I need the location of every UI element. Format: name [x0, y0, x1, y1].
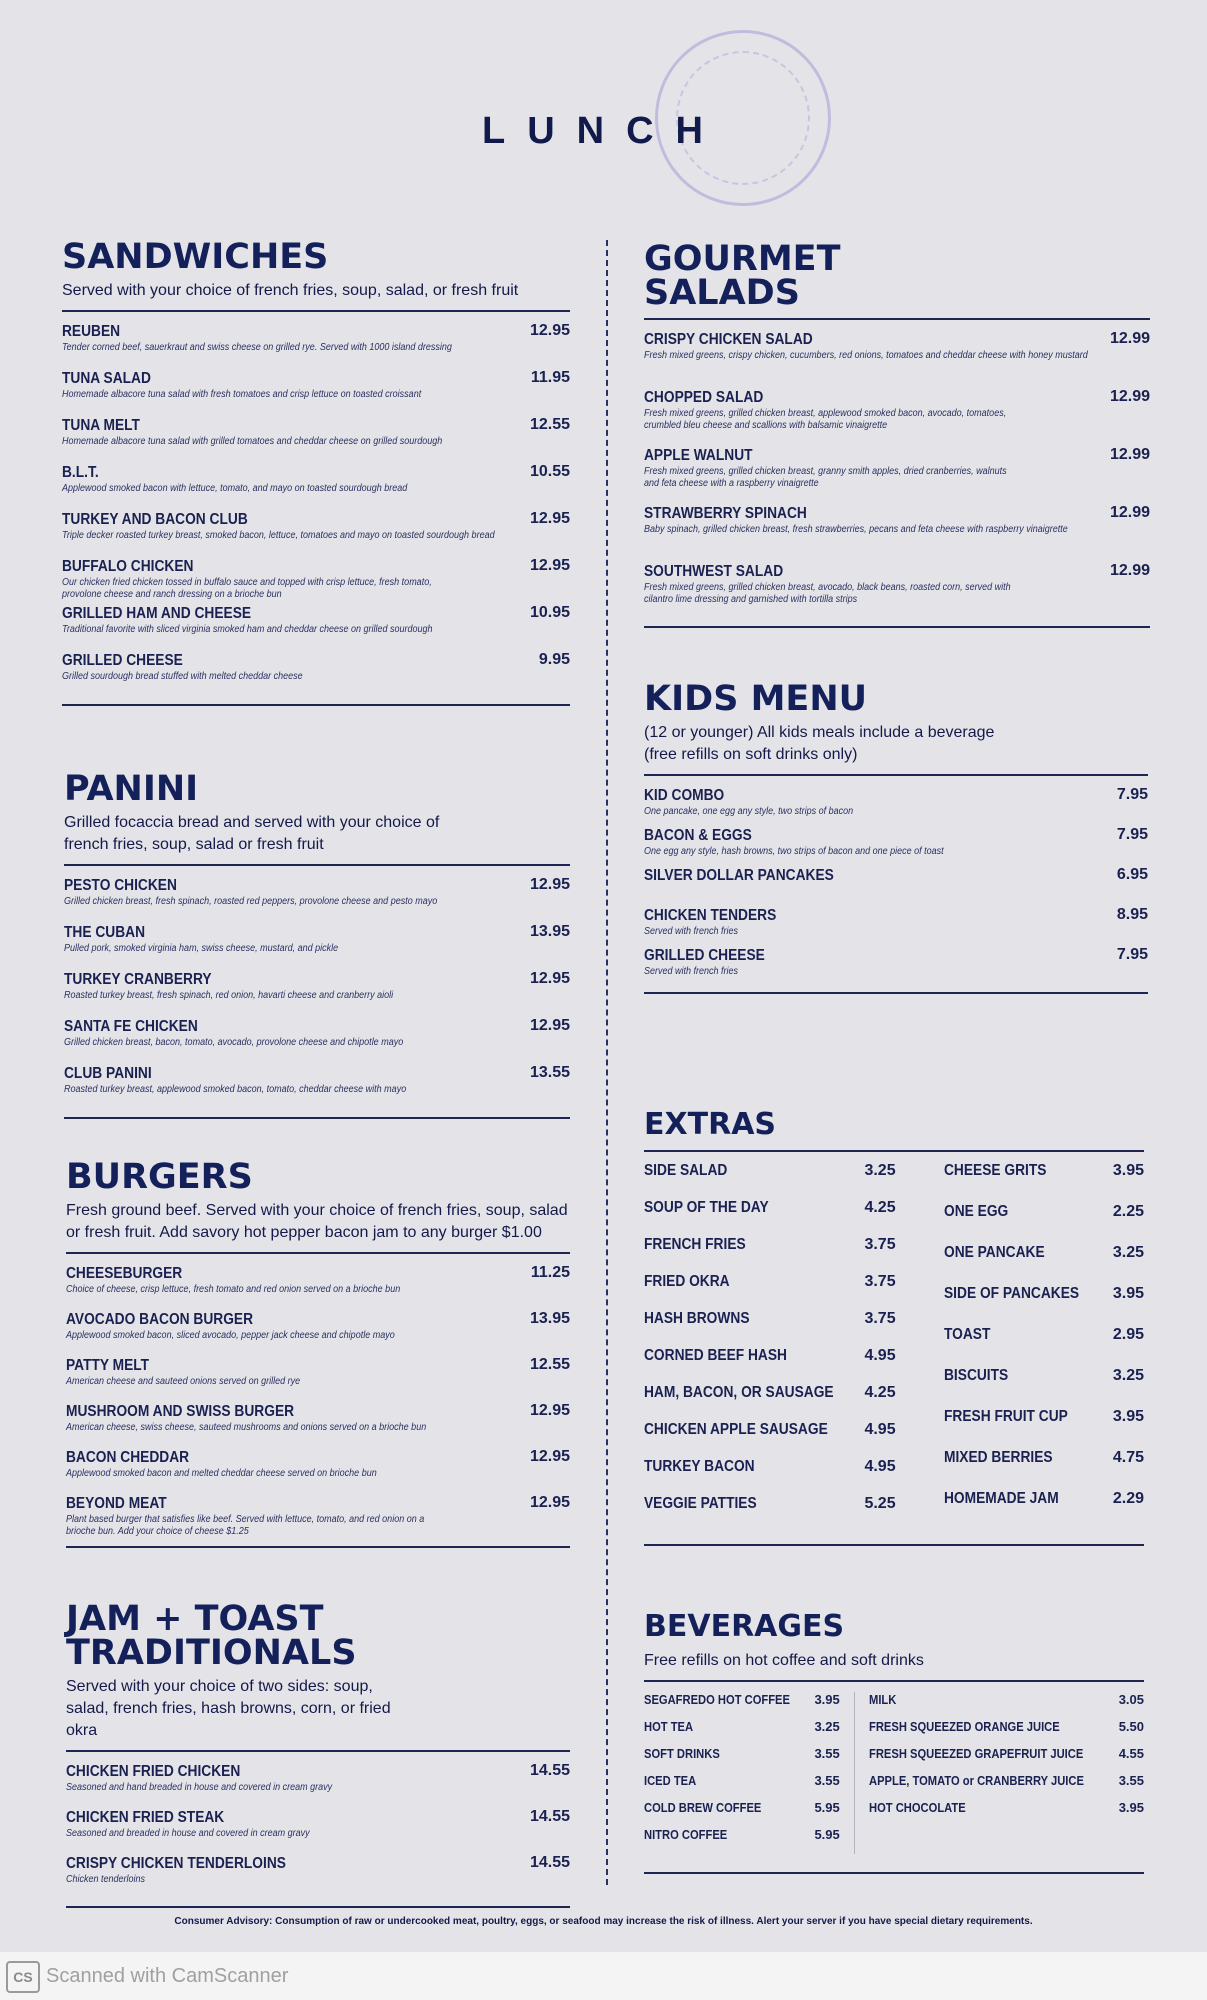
item-price: 7.95	[1116, 826, 1148, 843]
rule	[644, 1544, 1144, 1546]
item-description: Applewood smoked bacon with lettuce, tomato, and mayo on toasted sourdough bread	[62, 483, 408, 494]
item-price: 12.95	[529, 1402, 570, 1419]
row-price: 3.25	[864, 1162, 896, 1179]
menu-item	[62, 557, 570, 604]
item-description: Applewood smoked bacon and melted cheddar cheese served on brioche bun	[66, 1468, 377, 1479]
item-list	[66, 1762, 570, 1900]
beverages-grid	[644, 1692, 1144, 1854]
price-row	[944, 1285, 1144, 1326]
item-description: American cheese, swiss cheese, sauteed mushrooms and onions served on a brioche bun	[66, 1422, 427, 1433]
section-panini	[64, 769, 570, 1119]
row-name: VEGGIE PATTIES	[644, 1495, 757, 1512]
section-jam-toast	[66, 1599, 570, 1908]
menu-item	[66, 1762, 570, 1808]
row-name: FRESH SQUEEZED GRAPEFRUIT JUICE	[868, 1746, 1084, 1761]
price-row	[644, 1273, 896, 1310]
item-price: 12.95	[529, 510, 570, 527]
price-row	[869, 1692, 1144, 1719]
rule	[66, 1750, 570, 1752]
section-burgers	[66, 1157, 570, 1548]
item-description: Plant based burger that satisfies like beef. Served with lettuce, tomato, and red onion on a brioche bun. Add your choice of cheese $1.25	[66, 1514, 425, 1537]
section-desc: Served with your choice of two sides: soup, salad, french fries, hash browns, corn, or fried okra	[66, 1678, 391, 1739]
row-name: NITRO COFFEE	[644, 1827, 728, 1842]
item-name: KID COMBO	[644, 787, 725, 804]
item-name: AVOCADO BACON BURGER	[66, 1311, 254, 1328]
extras-grid	[644, 1162, 1144, 1532]
item-price: 12.95	[529, 876, 570, 893]
item-price: 13.95	[529, 1310, 570, 1327]
item-price: 14.55	[529, 1762, 570, 1779]
row-name: SOUP OF THE DAY	[644, 1199, 769, 1216]
item-name: SANTA FE CHICKEN	[64, 1018, 198, 1035]
section-desc: Served with your choice of french fries, soup, salad, or fresh fruit	[62, 282, 519, 299]
item-name: REUBEN	[62, 323, 121, 340]
menu-item	[644, 946, 1148, 986]
item-name: CLUB PANINI	[64, 1065, 152, 1082]
rule	[62, 704, 570, 706]
row-price: 5.95	[814, 1800, 840, 1815]
item-name: SILVER DOLLAR PANCAKES	[644, 867, 834, 884]
rule	[644, 992, 1148, 994]
item-name: APPLE WALNUT	[644, 447, 753, 464]
extras-col-left	[644, 1162, 920, 1532]
item-price: 8.95	[1116, 906, 1148, 923]
section-kids-menu	[644, 679, 1148, 994]
item-list	[64, 876, 570, 1111]
consumer-advisory: Consumer Advisory: Consumption of raw or undercooked meat, poultry, eggs, or seafood may increase the risk of illness. Alert your server if you have special dietary requirements.	[174, 1916, 1033, 1927]
menu-item	[66, 1264, 570, 1310]
section-title: SANDWICHES	[62, 237, 329, 277]
price-row	[644, 1384, 896, 1421]
rule	[644, 626, 1150, 628]
row-name: SIDE SALAD	[644, 1162, 728, 1179]
menu-item	[62, 510, 570, 557]
item-description: Homemade albacore tuna salad with grilled tomatoes and cheddar cheese on grilled sourdough	[62, 436, 443, 447]
menu-item	[66, 1808, 570, 1854]
menu-item	[644, 330, 1150, 388]
row-name: HOMEMADE JAM	[943, 1490, 1059, 1507]
item-description: One pancake, one egg any style, two strips of bacon	[644, 806, 854, 817]
item-description: Served with french fries	[644, 966, 739, 977]
item-price: 12.95	[529, 322, 570, 339]
item-price: 11.25	[530, 1264, 570, 1281]
item-description: Chicken tenderloins	[66, 1874, 146, 1885]
item-description: Grilled chicken breast, fresh spinach, roasted red peppers, provolone cheese and pesto mayo	[64, 896, 438, 907]
menu-item	[64, 1064, 570, 1111]
item-description: Seasoned and breaded in house and covered in cream gravy	[66, 1828, 310, 1839]
item-name: CRISPY CHICKEN SALAD	[644, 331, 813, 348]
item-description: Fresh mixed greens, grilled chicken breast, applewood smoked bacon, avocado, tomatoes, crumbled bleu cheese and scallions with balsamic vinaigrette	[644, 408, 1007, 431]
item-description: Roasted turkey breast, fresh spinach, red onion, havarti cheese and cranberry aioli	[64, 990, 394, 1001]
menu-item	[62, 651, 570, 698]
camscanner-logo: CS	[6, 1961, 40, 1993]
row-price: 3.55	[1118, 1773, 1144, 1788]
item-description: Fresh mixed greens, grilled chicken breast, granny smith apples, dried cranberries, walnuts and feta cheese with a raspberry vinaigrette	[644, 466, 1007, 489]
row-name: ONE EGG	[943, 1203, 1008, 1220]
item-price: 13.55	[529, 1064, 570, 1081]
item-name: B.L.T.	[62, 464, 99, 481]
row-price: 3.95	[1118, 1800, 1144, 1815]
menu-item	[64, 923, 570, 970]
row-price: 4.95	[864, 1347, 896, 1364]
row-price: 5.25	[864, 1495, 896, 1512]
menu-item	[644, 786, 1148, 826]
row-name: MILK	[868, 1692, 897, 1707]
item-description: Applewood smoked bacon, sliced avocado, pepper jack cheese and chipotle mayo	[66, 1330, 395, 1341]
row-price: 4.95	[864, 1458, 896, 1475]
row-name: CHICKEN APPLE SAUSAGE	[644, 1421, 828, 1438]
row-name: FRESH SQUEEZED ORANGE JUICE	[868, 1719, 1060, 1734]
price-row	[644, 1162, 896, 1199]
row-price: 3.25	[1112, 1367, 1144, 1384]
menu-item	[62, 322, 570, 369]
price-row	[869, 1773, 1144, 1800]
price-row	[644, 1199, 896, 1236]
item-name: PATTY MELT	[66, 1357, 150, 1374]
price-row	[644, 1746, 840, 1773]
row-price: 4.55	[1118, 1746, 1144, 1761]
row-price: 4.95	[864, 1421, 896, 1438]
item-description: Grilled chicken breast, bacon, tomato, avocado, provolone cheese and chipotle mayo	[64, 1037, 404, 1048]
row-name: SEGAFREDO HOT COFFEE	[644, 1692, 790, 1707]
item-name: CHEESEBURGER	[66, 1265, 183, 1282]
row-name: TURKEY BACON	[644, 1458, 755, 1475]
section-desc: Grilled focaccia bread and served with your choice of french fries, soup, salad or fresh fruit	[64, 814, 440, 853]
item-list	[644, 786, 1148, 986]
item-description: Triple decker roasted turkey breast, smoked bacon, lettuce, tomatoes and mayo on toasted sourdough bread	[62, 530, 495, 541]
item-price: 14.55	[529, 1808, 570, 1825]
item-price: 12.95	[529, 1494, 570, 1511]
price-row	[944, 1244, 1144, 1285]
price-row	[944, 1449, 1144, 1490]
item-description: Pulled pork, smoked virginia ham, swiss cheese, mustard, and pickle	[64, 943, 339, 954]
row-price: 2.25	[1112, 1203, 1144, 1220]
menu-item	[644, 504, 1150, 562]
row-price: 2.29	[1112, 1490, 1144, 1507]
beverages-col-right	[854, 1692, 1144, 1854]
item-price: 9.95	[538, 651, 570, 668]
price-row	[869, 1800, 1144, 1827]
item-name: THE CUBAN	[64, 924, 146, 941]
item-description: One egg any style, hash browns, two strips of bacon and one piece of toast	[644, 846, 944, 857]
row-name: CHEESE GRITS	[943, 1162, 1047, 1179]
rule	[644, 774, 1148, 776]
item-description: Traditional favorite with sliced virginia smoked ham and cheddar cheese on grilled sourdough	[62, 624, 433, 635]
item-price: 7.95	[1116, 786, 1148, 803]
item-name: CHICKEN TENDERS	[644, 907, 777, 924]
menu-item	[66, 1402, 570, 1448]
row-name: SOFT DRINKS	[644, 1746, 720, 1761]
price-row	[869, 1746, 1144, 1773]
section-desc: Fresh ground beef. Served with your choice of french fries, soup, salad or fresh fruit. Add savory hot pepper bacon jam to any burger $1.00	[66, 1202, 568, 1241]
item-price: 13.95	[529, 923, 570, 940]
item-price: 12.95	[529, 970, 570, 987]
row-name: CORNED BEEF HASH	[644, 1347, 787, 1364]
price-row	[644, 1495, 896, 1532]
price-row	[944, 1490, 1144, 1531]
rule	[64, 1117, 570, 1119]
item-price: 12.99	[1109, 562, 1150, 579]
item-name: GRILLED HAM AND CHEESE	[62, 605, 252, 622]
row-name: FRIED OKRA	[644, 1273, 730, 1290]
menu-item	[66, 1494, 570, 1540]
extras-col-right	[920, 1162, 1144, 1532]
rule	[644, 1680, 1144, 1682]
menu-item	[66, 1448, 570, 1494]
item-name: BEYOND MEAT	[66, 1495, 167, 1512]
menu-item	[64, 1017, 570, 1064]
item-price: 14.55	[529, 1854, 570, 1871]
row-price: 3.75	[864, 1236, 896, 1253]
item-name: BACON CHEDDAR	[66, 1449, 190, 1466]
menu-item	[644, 826, 1148, 866]
menu-item	[62, 604, 570, 651]
row-price: 3.95	[1112, 1285, 1144, 1302]
row-name: BISCUITS	[943, 1367, 1008, 1384]
item-name: GRILLED CHEESE	[62, 652, 183, 669]
item-price: 12.95	[529, 557, 570, 574]
menu-item	[644, 866, 1148, 906]
row-price: 2.95	[1112, 1326, 1144, 1343]
menu-item	[62, 463, 570, 510]
beverages-col-left	[644, 1692, 854, 1854]
price-row	[644, 1236, 896, 1273]
row-price: 3.55	[814, 1773, 840, 1788]
item-name: TURKEY CRANBERRY	[64, 971, 212, 988]
menu-item	[66, 1356, 570, 1402]
scanner-text: Scanned with CamScanner	[46, 1965, 289, 1987]
item-name: TURKEY AND BACON CLUB	[62, 511, 248, 528]
row-name: ONE PANCAKE	[943, 1244, 1045, 1261]
page-title: LUNCH	[482, 110, 725, 152]
rule	[66, 1906, 570, 1908]
row-name: FRESH FRUIT CUP	[943, 1408, 1068, 1425]
rule	[644, 318, 1150, 320]
item-description: American cheese and sauteed onions served on grilled rye	[66, 1376, 301, 1387]
rule	[644, 1872, 1144, 1874]
item-price: 10.95	[529, 604, 570, 621]
menu-item	[644, 906, 1148, 946]
item-description: Baby spinach, grilled chicken breast, fresh strawberries, pecans and feta cheese with raspberry vinaigrette	[644, 524, 1068, 535]
row-price: 3.05	[1118, 1692, 1144, 1707]
row-price: 3.75	[864, 1310, 896, 1327]
scanner-watermark-bar	[0, 1952, 1207, 2000]
row-price: 3.95	[1112, 1162, 1144, 1179]
section-desc: (12 or younger) All kids meals include a beverage (free refills on soft drinks only)	[644, 724, 995, 763]
item-name: BACON & EGGS	[644, 827, 752, 844]
row-price: 4.25	[864, 1199, 896, 1216]
section-title: KIDS MENU	[644, 679, 868, 719]
item-name: CHOPPED SALAD	[644, 389, 764, 406]
price-row	[944, 1326, 1144, 1367]
menu-item	[66, 1854, 570, 1900]
row-name: SIDE OF PANCAKES	[943, 1285, 1079, 1302]
row-price: 4.75	[1112, 1449, 1144, 1466]
item-description: Grilled sourdough bread stuffed with melted cheddar cheese	[62, 671, 303, 682]
section-title: GOURMET SALADS	[644, 239, 841, 313]
item-name: BUFFALO CHICKEN	[62, 558, 194, 575]
item-name: TUNA SALAD	[62, 370, 151, 387]
menu-item	[64, 970, 570, 1017]
row-name: COLD BREW COFFEE	[644, 1800, 762, 1815]
price-row	[644, 1347, 896, 1384]
item-price: 12.99	[1109, 504, 1150, 521]
section-extras	[644, 1108, 1144, 1546]
item-name: MUSHROOM AND SWISS BURGER	[66, 1403, 295, 1420]
rule	[644, 1150, 1144, 1152]
row-price: 3.95	[814, 1692, 840, 1707]
section-title: BURGERS	[66, 1157, 253, 1197]
price-row	[869, 1719, 1144, 1746]
item-price: 12.95	[529, 1448, 570, 1465]
row-name: ICED TEA	[644, 1773, 697, 1788]
section-gourmet-salads	[644, 239, 1150, 628]
item-price: 12.99	[1109, 330, 1150, 347]
price-row	[644, 1310, 896, 1347]
item-price: 12.55	[529, 416, 570, 433]
row-price: 3.75	[864, 1273, 896, 1290]
rule	[62, 310, 570, 312]
row-name: MIXED BERRIES	[943, 1449, 1053, 1466]
section-title: JAM + TOAST TRADITIONALS	[66, 1599, 357, 1673]
item-name: TUNA MELT	[62, 417, 140, 434]
rule	[64, 864, 570, 866]
item-price: 11.95	[530, 369, 570, 386]
price-row	[644, 1773, 840, 1800]
item-description: Our chicken fried chicken tossed in buffalo sauce and topped with crisp lettuce, fresh tomato, provolone cheese and ranch dressing on a brioche bun	[62, 577, 432, 600]
item-name: CHICKEN FRIED STEAK	[66, 1809, 225, 1826]
section-sandwiches	[62, 237, 570, 706]
row-price: 3.95	[1112, 1408, 1144, 1425]
row-price: 5.50	[1118, 1719, 1144, 1734]
row-name: TOAST	[943, 1326, 990, 1343]
price-row	[644, 1719, 840, 1746]
item-name: STRAWBERRY SPINACH	[644, 505, 807, 522]
price-row	[644, 1800, 840, 1827]
item-description: Fresh mixed greens, crispy chicken, cucumbers, red onions, tomatoes and cheddar cheese with honey mustard	[644, 350, 1088, 361]
menu-item	[644, 446, 1150, 504]
row-price: 3.25	[814, 1719, 840, 1734]
item-price: 7.95	[1116, 946, 1148, 963]
row-price: 3.25	[1112, 1244, 1144, 1261]
price-row	[644, 1421, 896, 1458]
item-list	[66, 1264, 570, 1540]
row-name: APPLE, TOMATO or CRANBERRY JUICE	[868, 1773, 1084, 1788]
price-row	[944, 1203, 1144, 1244]
menu-item	[62, 416, 570, 463]
menu-item	[644, 388, 1150, 446]
row-name: HOT CHOCOLATE	[868, 1800, 966, 1815]
price-row	[944, 1367, 1144, 1408]
section-title: PANINI	[64, 769, 199, 809]
item-name: CRISPY CHICKEN TENDERLOINS	[66, 1855, 286, 1872]
section-title: BEVERAGES	[644, 1609, 845, 1644]
row-price: 5.95	[814, 1827, 840, 1842]
item-description: Homemade albacore tuna salad with fresh tomatoes and crisp lettuce on toasted croissant	[62, 389, 422, 400]
item-name: GRILLED CHEESE	[644, 947, 765, 964]
section-beverages	[644, 1610, 1144, 1874]
rule	[66, 1252, 570, 1254]
price-row	[944, 1408, 1144, 1449]
menu-item	[644, 562, 1150, 620]
item-list	[62, 322, 570, 698]
price-row	[644, 1692, 840, 1719]
item-price: 12.55	[529, 1356, 570, 1373]
row-name: HAM, BACON, OR SAUSAGE	[644, 1384, 834, 1401]
row-name: FRENCH FRIES	[644, 1236, 746, 1253]
section-title: EXTRAS	[644, 1107, 777, 1142]
menu-item	[66, 1310, 570, 1356]
item-description: Choice of cheese, crisp lettuce, fresh tomato and red onion served on a brioche bun	[66, 1284, 401, 1295]
item-name: CHICKEN FRIED CHICKEN	[66, 1763, 241, 1780]
section-desc: Free refills on hot coffee and soft drinks	[644, 1652, 924, 1669]
item-price: 6.95	[1116, 866, 1148, 883]
price-row	[944, 1162, 1144, 1203]
item-price: 12.99	[1109, 446, 1150, 463]
rule	[66, 1546, 570, 1548]
item-description: Roasted turkey breast, applewood smoked bacon, tomato, cheddar cheese with mayo	[64, 1084, 407, 1095]
item-description: Served with french fries	[644, 926, 739, 937]
item-price: 12.95	[529, 1017, 570, 1034]
row-price: 4.25	[864, 1384, 896, 1401]
price-row	[644, 1458, 896, 1495]
price-row	[644, 1827, 840, 1854]
item-description: Tender corned beef, sauerkraut and swiss cheese on grilled rye. Served with 1000 island dressing	[62, 342, 452, 353]
item-description: Fresh mixed greens, grilled chicken breast, avocado, black beans, roasted corn, served with cilantro lime dressing and garnished with tortilla strips	[644, 582, 1011, 605]
menu-item	[64, 876, 570, 923]
row-price: 3.55	[814, 1746, 840, 1761]
item-name: SOUTHWEST SALAD	[644, 563, 784, 580]
column-divider	[606, 240, 608, 1885]
item-price: 10.55	[529, 463, 570, 480]
row-name: HOT TEA	[644, 1719, 694, 1734]
menu-item	[62, 369, 570, 416]
row-name: HASH BROWNS	[644, 1310, 750, 1327]
item-price: 12.99	[1109, 388, 1150, 405]
item-list	[644, 330, 1150, 620]
item-description: Seasoned and hand breaded in house and covered in cream gravy	[66, 1782, 333, 1793]
item-name: PESTO CHICKEN	[64, 877, 177, 894]
